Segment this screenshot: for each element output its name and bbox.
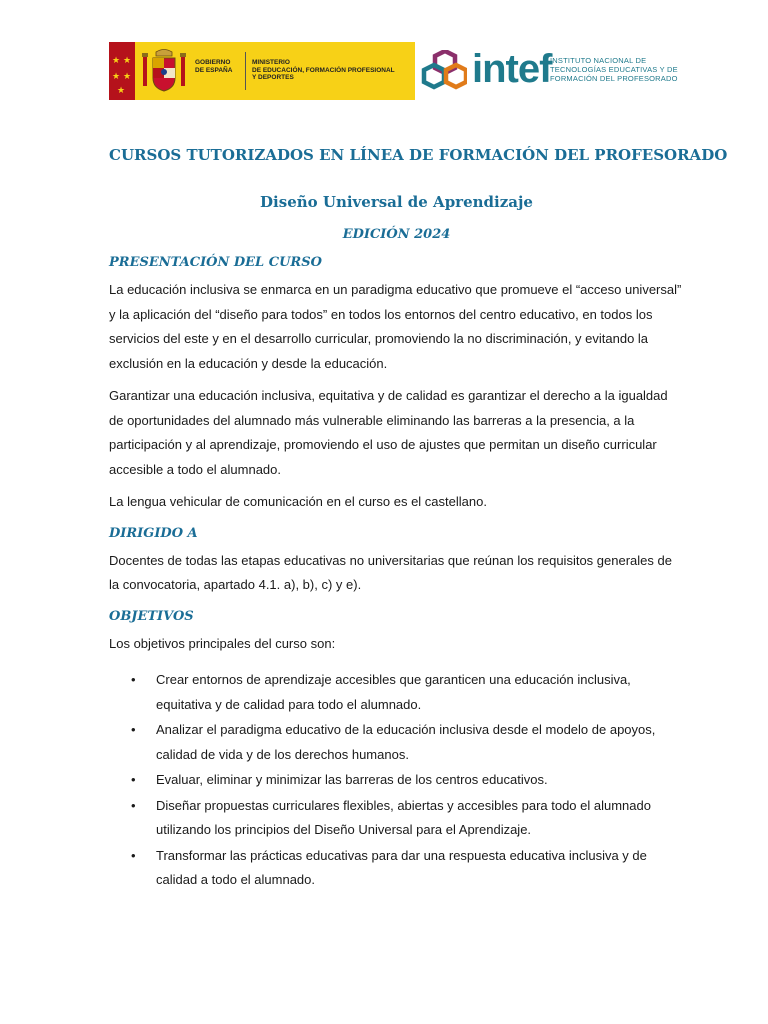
- gobierno-logo: [109, 42, 415, 100]
- document-header: [109, 42, 679, 100]
- list-item-text: Evaluar, eliminar y minimizar las barreras de los centros educativos.: [156, 772, 548, 787]
- list-item: [109, 794, 684, 843]
- intef-logo-icon: [421, 50, 467, 94]
- list-item-text: Crear entornos de aprendizaje accesibles que garanticen una educación inclusiva, equitativa y de calidad para todo el alumnado.: [156, 672, 631, 712]
- intef-institute-text: INSTITUTO NACIONAL DE TECNOLOGÍAS EDUCATIVAS Y DE FORMACIÓN DEL PROFESORADO: [550, 56, 678, 83]
- presentacion-paragraph-2: Garantizar una educación inclusiva, equitativa y de calidad es garantizar el derecho a la igualdad de oportunidades del alumnado más vulnerable eliminando las barreras a la presencia, a la participación y al aprendizaje, promoviendo el uso de ajustes que permitan un diseño curricular accesible a todo el alumnado.: [109, 388, 668, 477]
- ministerio-text: MINISTERIO DE EDUCACIÓN, FORMACIÓN PROFESIONAL Y DEPORTES: [252, 59, 395, 81]
- list-item-text: Diseñar propuestas curriculares flexibles, abiertas y accesibles para todo el alumnado utilizando los principios del Diseño Universal para el Aprendizaje.: [156, 797, 651, 837]
- document-title: CURSOS TUTORIZADOS EN LÍNEA DE FORMACIÓN DEL PROFESORADO: [109, 146, 728, 164]
- list-item: [109, 718, 684, 767]
- objetivos-list: [109, 668, 684, 893]
- bullet-icon: •: [131, 847, 136, 863]
- presentacion-paragraph-3: La lengua vehicular de comunicación en el curso es el castellano.: [109, 494, 487, 509]
- section-heading-presentacion: PRESENTACIÓN DEL CURSO: [109, 255, 322, 270]
- bullet-icon: •: [131, 797, 136, 813]
- eu-flag-strip: ★ ★ ★ ★ ★: [109, 42, 135, 100]
- list-item: [109, 768, 684, 793]
- list-item: [109, 844, 684, 893]
- gobierno-text: GOBIERNO DE ESPAÑA: [195, 59, 233, 74]
- dirigido-paragraph: Docentes de todas las etapas educativas no universitarias que reúnan los requisitos generales de la convocatoria, apartado 4.1. a), b), c) y e).: [109, 552, 672, 592]
- intef-wordmark: intef: [472, 47, 552, 91]
- logo-divider: [245, 52, 246, 90]
- bullet-icon: •: [131, 722, 136, 737]
- presentacion-paragraph-1: La educación inclusiva se enmarca en un paradigma educativo que promueve el “acceso universal” y la aplicación del “diseño para todos” en todos los entornos del centro educativo, en todos los servicios del este y en el desarrollo curricular, promoviendo la no discriminación, y evitando la exclusión en la educación y desde la educación.: [109, 282, 682, 371]
- section-heading-dirigido: DIRIGIDO A: [109, 525, 198, 541]
- list-item-text: Transformar las prácticas educativas para dar una respuesta educativa inclusiva y de calidad a todo el alumnado.: [156, 847, 647, 887]
- document-body: [109, 140, 728, 894]
- course-name: Diseño Universal de Aprendizaje: [260, 193, 533, 211]
- bullet-icon: •: [131, 772, 136, 787]
- list-item: [109, 668, 684, 717]
- list-item-text: Analizar el paradigma educativo de la educación inclusiva desde el modelo de apoyos, calidad de vida y de los derechos humanos.: [156, 722, 656, 762]
- objetivos-intro: Los objetivos principales del curso son:: [109, 635, 336, 651]
- bullet-icon: •: [131, 672, 136, 687]
- coat-of-arms-icon: [139, 48, 189, 94]
- edition-label: EDICIÓN 2024: [342, 227, 451, 242]
- section-heading-objetivos: OBJETIVOS: [109, 608, 194, 624]
